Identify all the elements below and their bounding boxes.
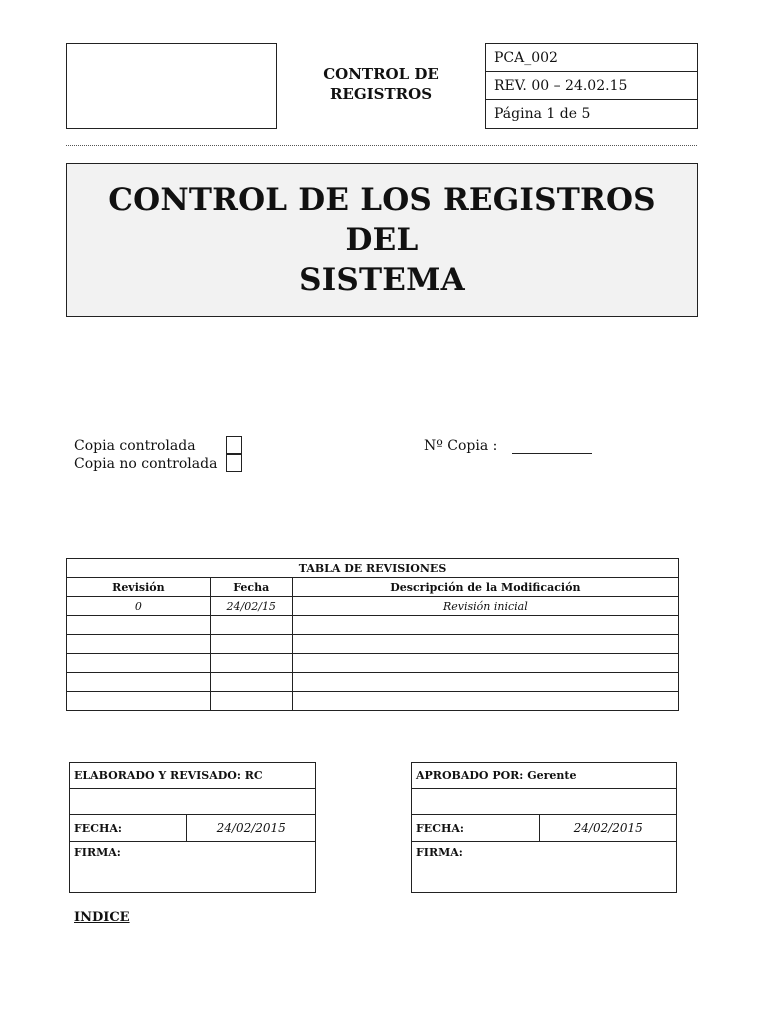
document-title-line-2: SISTEMA <box>299 262 465 298</box>
header-title-line-1: CONTROL DE <box>323 65 439 83</box>
table-cell <box>67 616 211 635</box>
table-cell <box>292 692 678 711</box>
document-meta-box <box>485 43 698 129</box>
table-cell <box>210 654 292 673</box>
column-header-description: Descripción de la Modificación <box>292 578 678 597</box>
prepared-signature-label: FIRMA: <box>74 846 121 859</box>
uncontrolled-copy-label: Copia no controlada <box>74 456 218 472</box>
column-header-date: Fecha <box>210 578 292 597</box>
page-number: Página 1 de 5 <box>494 106 591 122</box>
controlled-copy-checkbox[interactable] <box>226 436 242 454</box>
table-row <box>67 635 679 654</box>
table-row <box>67 654 679 673</box>
prepared-by-table <box>69 762 316 893</box>
logo-placeholder <box>66 43 277 129</box>
table-cell: Revisión inicial <box>292 597 678 616</box>
approved-by-table <box>411 762 677 893</box>
table-cell <box>210 635 292 654</box>
approved-date-value: 24/02/2015 <box>540 815 677 842</box>
approved-by-heading: APROBADO POR: Gerente <box>412 763 677 789</box>
index-heading: INDICE <box>74 910 130 925</box>
table-cell <box>292 635 678 654</box>
document-title <box>67 180 697 300</box>
controlled-copy-label: Copia controlada <box>74 438 196 454</box>
header-title <box>300 64 462 104</box>
table-cell <box>67 673 211 692</box>
table-cell <box>292 673 678 692</box>
table-cell <box>210 692 292 711</box>
table-cell <box>292 654 678 673</box>
document-title-line-1: CONTROL DE LOS REGISTROS DEL <box>108 182 656 258</box>
approved-signature-field[interactable] <box>412 842 677 893</box>
prepared-date-label: FECHA: <box>70 815 187 842</box>
table-cell <box>210 616 292 635</box>
table-row <box>67 673 679 692</box>
prepared-date-value: 24/02/2015 <box>187 815 316 842</box>
table-cell <box>210 673 292 692</box>
document-title-banner <box>66 163 698 317</box>
table-cell: 24/02/15 <box>210 597 292 616</box>
copy-number-label: Nº Copia : <box>424 438 498 454</box>
table-cell <box>67 635 211 654</box>
header-title-line-2: REGISTROS <box>329 85 433 103</box>
approved-date-label: FECHA: <box>412 815 540 842</box>
approved-signature-label: FIRMA: <box>416 846 463 859</box>
document-revision: REV. 00 – 24.02.15 <box>486 72 697 100</box>
table-row <box>67 692 679 711</box>
revisions-table-caption: TABLA DE REVISIONES <box>67 559 679 578</box>
table-row <box>67 616 679 635</box>
approved-by-name-field[interactable] <box>412 789 677 815</box>
header-divider <box>66 145 697 146</box>
document-code: PCA_002 <box>486 44 697 72</box>
table-row <box>67 597 679 616</box>
copy-number-field[interactable] <box>512 453 592 454</box>
prepared-signature-field[interactable] <box>70 842 316 893</box>
table-cell <box>67 654 211 673</box>
uncontrolled-copy-checkbox[interactable] <box>226 454 242 472</box>
prepared-by-heading: ELABORADO Y REVISADO: RC <box>70 763 316 789</box>
prepared-by-name-field[interactable] <box>70 789 316 815</box>
revisions-table <box>66 558 679 711</box>
table-cell <box>292 616 678 635</box>
column-header-revision: Revisión <box>67 578 211 597</box>
table-cell <box>67 692 211 711</box>
table-cell: 0 <box>67 597 211 616</box>
